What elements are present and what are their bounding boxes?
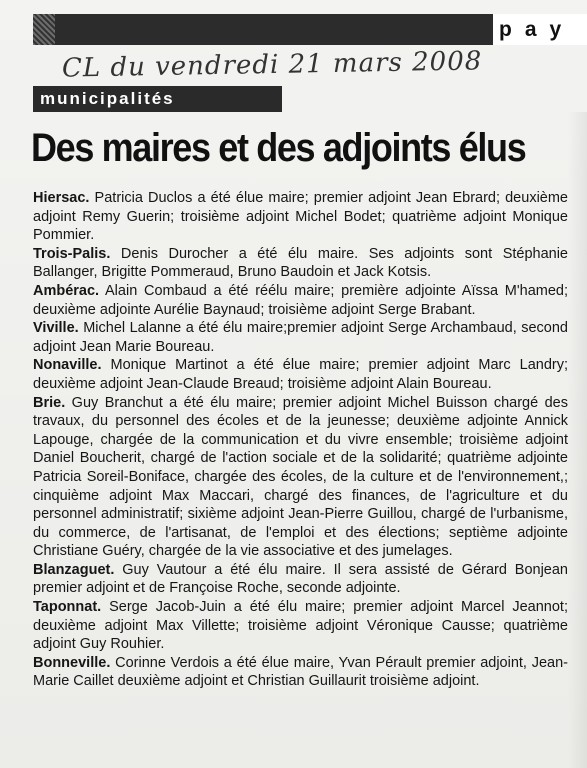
list-item xyxy=(33,282,568,319)
entry-text: Corinne Verdois a été élue maire, Yvan Pérault premier adjoint, Jean-Marie Caillet deuxième adjoint et Christian Guillaurit troisième adjoint. xyxy=(33,654,568,690)
town-name: Ambérac. xyxy=(33,282,100,299)
town-name: Bonneville. xyxy=(33,654,111,671)
article-body xyxy=(33,189,568,691)
list-item xyxy=(33,394,568,561)
town-name: Hiersac. xyxy=(33,190,90,206)
entry-text: Guy Branchut a été élu maire; premier adjoint Michel Buisson chargé des travaux, du personnel des écoles et de la jeunesse; deuxième adjointe Annick Lapouge, chargée de la communication et du vivre ensemble; troisième adjoint Daniel Boucherit, chargé de l'action sociale et de la solidarité; quatrième adjointe Patricia Soreil-Boniface, chargée des écoles, de la culture et de l'environnement,; cinquième adjoint Max Maccari, chargé des finances, de l'agriculture et du personnel administratif; sixième adjoint Jean-Pierre Guillou, chargé de l'urbanisme, du commerce, de l'artisanat, de l'emploi et des élections; septième adjointe Christiane Guéry, chargée de la vie associative et des jumelages. xyxy=(33,394,568,560)
town-name: Trois-Palis. xyxy=(33,245,111,262)
entry-text: Guy Vautour a été élu maire. Il sera assisté de Gérard Bonjean premier adjoint et de Françoise Roche, seconde adjointe. xyxy=(33,561,568,597)
entry-text: Michel Lalanne a été élu maire;premier adjoint Serge Archambaud, second adjoint Jean Marie Boureau. xyxy=(33,320,568,355)
entry-text: Alain Combaud a été réélu maire; première adjointe Aïssa M'hamed; deuxième adjointe Aurélie Baynaud; troisième adjoint Serge Brabant. xyxy=(33,282,568,318)
list-item xyxy=(33,356,568,393)
town-name: Blanzaguet. xyxy=(33,561,115,578)
list-item xyxy=(33,598,568,654)
list-item xyxy=(33,245,568,282)
entry-text: Serge Jacob-Juin a été élu maire; premier adjoint Marcel Jeannot; deuxième adjoint Max Villette; troisième adjoint Véronique Causse; quatrième adjoint Guy Rouhier. xyxy=(33,599,568,653)
town-name: Nonaville. xyxy=(33,357,102,374)
list-item xyxy=(33,654,568,691)
header-hatch-pattern xyxy=(33,14,55,45)
list-item xyxy=(33,561,568,598)
entry-text: Patricia Duclos a été élue maire; premier adjoint Jean Ebrard; deuxième adjoint Remy Guerin; troisième adjoint Michel Bodet; quatrième adjoint Monique Pommier. xyxy=(33,190,568,244)
town-name: Viville. xyxy=(33,320,79,337)
list-item xyxy=(33,319,568,356)
handwritten-date-note: CL du vendredi 21 mars 2008 xyxy=(61,46,483,84)
town-name: Brie. xyxy=(33,394,66,411)
list-item xyxy=(33,189,568,245)
entry-text: Monique Martinot a été élue maire; premier adjoint Marc Landry; deuxième adjoint Jean-Claude Breaud; troisième adjoint Alain Boureau. xyxy=(33,357,568,392)
section-tag: pay xyxy=(493,14,587,45)
page-fold-shadow xyxy=(568,112,587,768)
article-headline: Des maires et des adjoints élus xyxy=(31,126,526,170)
rubric-label: municipalités xyxy=(40,89,175,108)
entry-text: Denis Durocher a été élu maire. Ses adjoints sont Stéphanie Ballanger, Brigitte Pommeraud, Bruno Baudoin et Jack Kotsis. xyxy=(33,245,568,281)
town-name: Taponnat. xyxy=(33,599,102,616)
